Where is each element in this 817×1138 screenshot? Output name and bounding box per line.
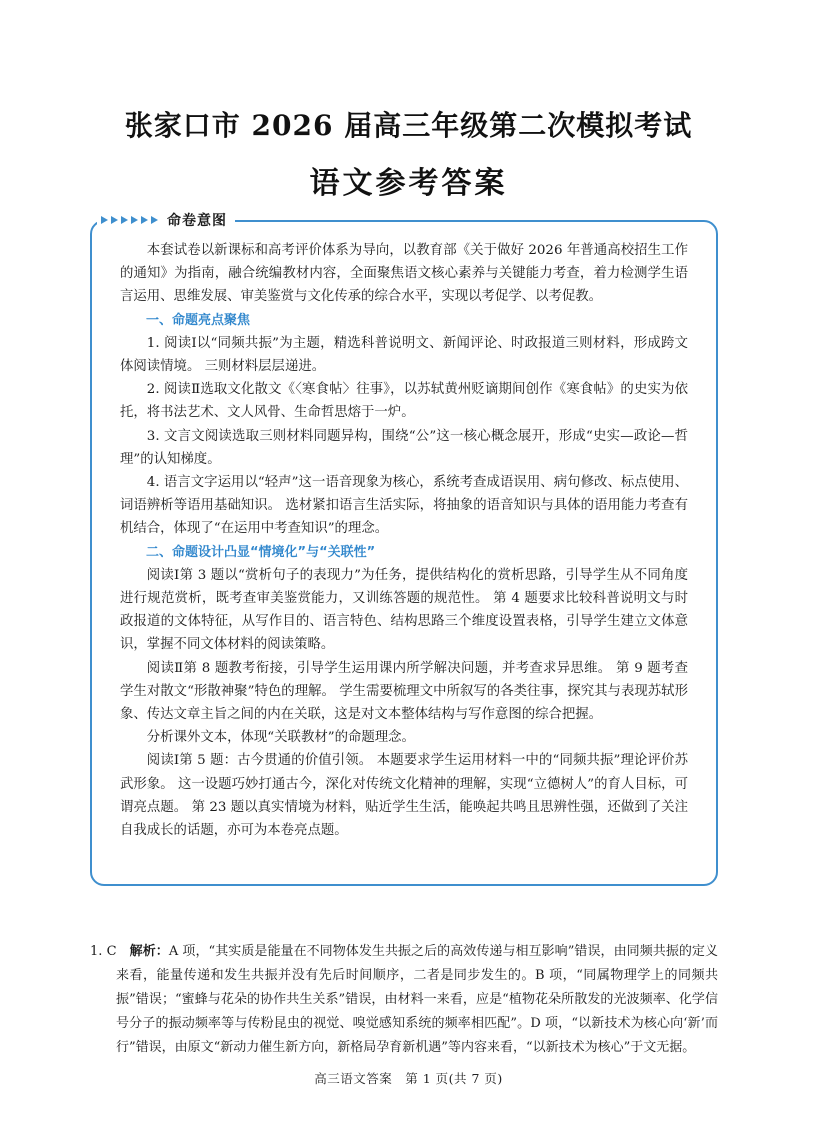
- intent-paragraph: 阅读Ⅰ第 3 题以“赏析句子的表现力”为任务，提供结构化的赏析思路，引导学生从不同角度进行规范赏析，既考查审美鉴赏能力，又训练答题的规范性。 第 4 题要求比较科普说明文与时政报道的文体特征，从写作目的、语言特色、结构思路三个维度设置表格，引导学生建立文体意识，掌握不同文体材料的阅读策略。: [120, 567, 688, 653]
- intent-paragraph: 3. 文言文阅读选取三则材料同题异构，围绕“公”这一核心概念展开，形成“史实—政论—哲理”的认知梯度。: [120, 428, 688, 467]
- analysis-label: 解析：: [129, 944, 169, 959]
- answer-text: A 项，“其实质是能量在不同物体发生共振之后的高效传递与相互影响”错误，由同频共振的定义来看，能量传递和发生共振并没有先后时间顺序，二者是同步发生的。B 项，“同属物理学上的同频共振”错误；“蜜蜂与花朵的协作共生关系”错误，由材料一来看，应是“植物花朵所散发的光波频率、化学信号分子的振动频率等与传粉昆虫的视觉、嗅觉感知系统的频率相匹配”。D 项，“以新技术为核心向‘新’而行”错误，由原文“新动力催生新方向，新格局孕育新机遇”等内容来看，“以新技术为核心”于文无据。: [116, 944, 718, 1055]
- intent-paragraph: 阅读Ⅰ第 5 题：古今贯通的价值引领。 本题要求学生运用材料一中的“同频共振”理论评价苏武形象。 这一设题巧妙打通古今，深化对传统文化精神的理解，实现“立德树人”的育人目标，可谓亮点题。 第 23 题以真实情境为材料，贴近学生生活，能唤起共鸣且思辨性强，还做到了关注自我成长的话题，亦可为本卷亮点题。: [120, 753, 688, 839]
- page-title: 张家口市 2026 届高三年级第二次模拟考试: [124, 109, 693, 142]
- section-heading: 一、命题亮点聚焦: [146, 312, 251, 328]
- arrow-decoration-icon: [101, 216, 161, 224]
- section-heading: 二、命题设计凸显“情境化”与“关联性”: [146, 544, 376, 560]
- intent-paragraph: 2. 阅读Ⅱ选取文化散文《〈寒食帖〉往事》，以苏轼黄州贬谪期间创作《寒食帖》的史实为依托，将书法艺术、文人风骨、生命哲思熔于一炉。: [120, 382, 688, 421]
- page-subtitle: 语文参考答案: [309, 166, 508, 201]
- intent-paragraph: 阅读Ⅱ第 8 题教考衔接，引导学生运用课内所学解决问题，并考查求异思维。 第 9 题考查学生对散文“形散神聚”特色的理解。 学生需要梳理文中所叙写的各类往事，探究其与表现苏轼形象、传达文章主旨之间的内在关联，这是对文本整体结构与写作意图的综合把握。: [120, 660, 688, 723]
- intent-paragraph: 本套试卷以新课标和高考评价体系为导向，以教育部《关于做好 2026 年普通高校招生工作的通知》为指南，融合统编教材内容，全面聚焦语文核心素养与关键能力考查，着力检测学生语言运用、思维发展、审美鉴赏与文化传承的综合水平，实现以考促学、以考促教。: [120, 243, 688, 305]
- intent-paragraph: 4. 语言文字运用以“轻声”这一语音现象为核心，系统考查成语误用、病句修改、标点使用、词语辨析等语用基础知识。 选材紧扣语言生活实际，将抽象的语音知识与具体的语用能力考查有机结合，体现了“在运用中考查知识”的理念。: [120, 475, 688, 537]
- intent-box-title: 命卷意图: [167, 213, 227, 229]
- answer-number: 1. C: [90, 944, 117, 959]
- page-footer: 高三语文答案 第 1 页(共 7 页): [314, 1071, 503, 1086]
- answer-item: [90, 940, 718, 1060]
- intent-box-content: [120, 239, 688, 842]
- intent-box-header: [97, 209, 235, 231]
- answer-section: [90, 940, 718, 1060]
- intent-paragraph: 1. 阅读Ⅰ以“同频共振”为主题，精选科普说明文、新闻评论、时政报道三则材料，形成跨文体阅读情境。 三则材料层层递进。: [120, 335, 688, 375]
- intent-paragraph: 分析课外文本，体现“关联教材”的命题理念。: [146, 730, 415, 746]
